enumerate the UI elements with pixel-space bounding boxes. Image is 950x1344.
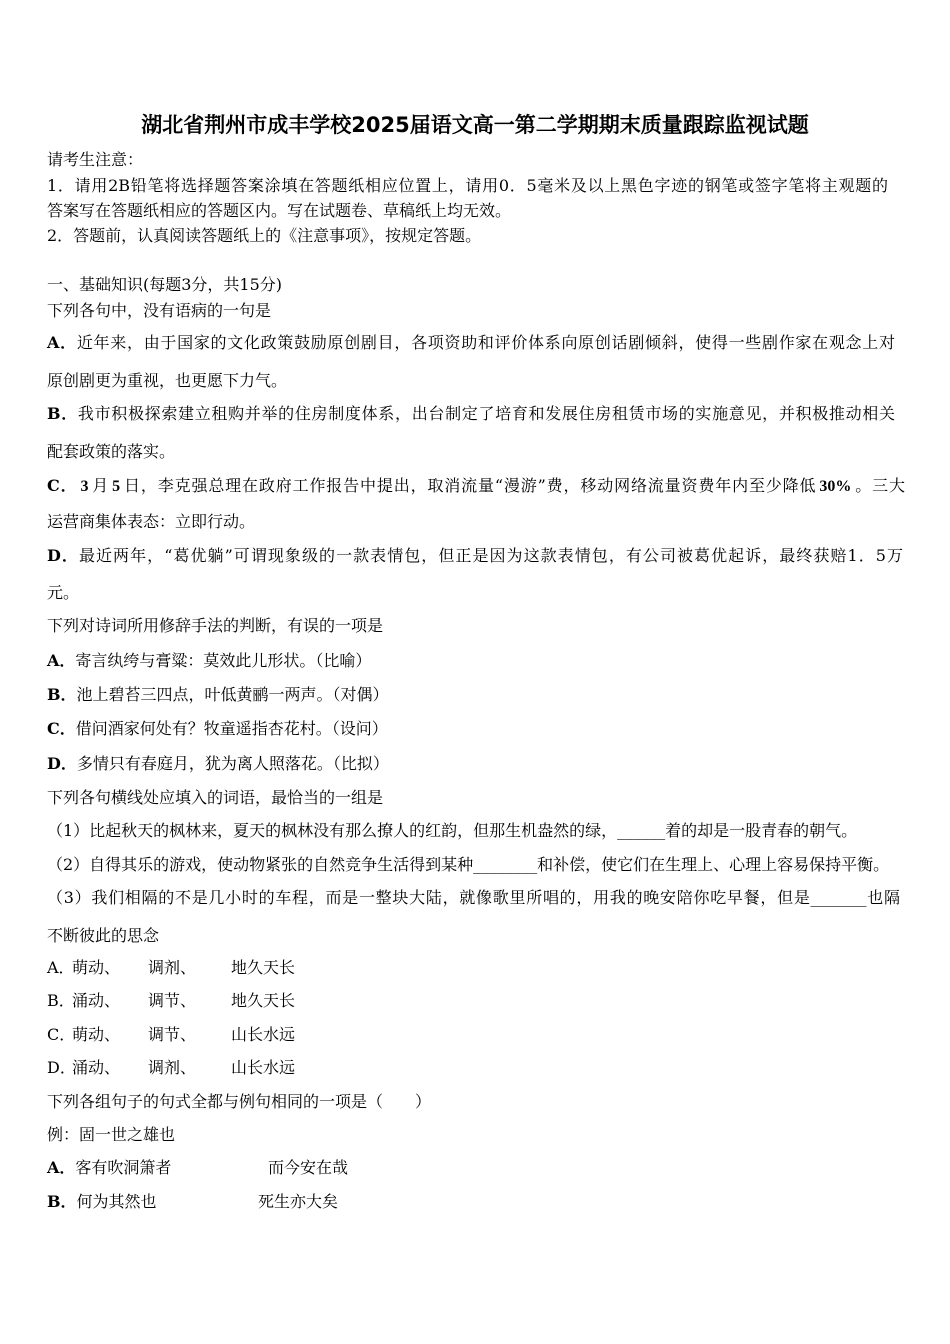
- q3-sentence-3-line-2: 不断彼此的思念: [47, 926, 160, 945]
- option-label: B．: [47, 991, 75, 1010]
- q1-option-b-line-2: 配套政策的落实。: [47, 442, 176, 461]
- option-text: 近年来，由于国家的文化政策鼓励原创剧目，各项资助和评价体系向原创话剧倾斜，使得一些剧作家在观念上对: [76, 333, 895, 352]
- notice-item-1-line-2: 答案写在答题纸相应的答题区内。写在试题卷、草稿纸上均无效。: [47, 201, 512, 220]
- q3-stem: 下列各句横线处应填入的词语，最恰当的一组是: [47, 788, 384, 807]
- option-word-2: 调剂、: [148, 1058, 197, 1077]
- option-number: 30%: [819, 478, 852, 495]
- option-text: 。三大: [854, 476, 905, 495]
- q1-stem: 下列各句中，没有语病的一句是: [47, 301, 272, 320]
- option-label: B．: [47, 685, 77, 704]
- option-text: 多情只有春庭月，犹为离人照落花。（比拟）: [76, 754, 389, 773]
- option-word-1: 涌动、: [72, 1058, 121, 1077]
- option-sentence-2: 死生亦大矣: [258, 1192, 339, 1211]
- option-word-3: 山长水远: [231, 1058, 296, 1077]
- option-number: 3: [80, 478, 89, 495]
- option-text: 寄言纨绔与膏粱：莫效此儿形状。（比喻）: [75, 651, 372, 670]
- option-label: B．: [47, 404, 78, 423]
- q1-option-b-line-1: [47, 404, 895, 424]
- option-text: 池上碧苔三四点，叶低黄鹂一两声。（对偶）: [76, 685, 389, 704]
- q3-sentence-2: （2）自得其乐的游戏，使动物紧张的自然竞争生活得到某种________和补偿，使它们在生理上、心理上容易保持平衡。: [47, 855, 890, 874]
- option-label: C．: [47, 1025, 76, 1044]
- q3-sentence-3-line-1: （3）我们相隔的不是几小时的车程，而是一整块大陆，就像歌里所唱的，用我的晚安陪你吃早餐，但是_______也隔: [47, 888, 900, 907]
- option-label: A．: [47, 1158, 76, 1177]
- option-label: D．: [47, 546, 79, 565]
- q1-option-d-line-1: [47, 546, 903, 566]
- option-word-2: 调剂、: [148, 958, 197, 977]
- option-word-2: 调节、: [148, 1025, 197, 1044]
- option-label: A．: [47, 958, 75, 977]
- option-word-3: 山长水远: [231, 1025, 296, 1044]
- q2-option-c: [47, 719, 388, 739]
- option-label: D．: [47, 1058, 76, 1077]
- option-label: A．: [47, 651, 76, 670]
- q4-option-a: [47, 1158, 447, 1178]
- q2-stem: 下列对诗词所用修辞手法的判断，有误的一项是: [47, 616, 384, 635]
- option-sentence-2: 而今安在哉: [268, 1158, 349, 1177]
- option-word-1: 萌动、: [72, 1025, 121, 1044]
- option-text: 月: [91, 476, 110, 495]
- notice-item-1-line-1: 1．请用2B铅笔将选择题答案涂填在答题纸相应位置上，请用0．5毫米及以上黑色字迹的钢笔或签字笔将主观题的: [47, 176, 888, 195]
- option-word-3: 地久天长: [231, 958, 296, 977]
- option-word-3: 地久天长: [231, 991, 296, 1010]
- option-number: 5: [112, 478, 121, 495]
- option-word-2: 调节、: [148, 991, 197, 1010]
- exam-title: 湖北省荆州市成丰学校2025届语文高一第二学期期末质量跟踪监视试题: [141, 113, 809, 137]
- notice-item-2: 2．答题前，认真阅读答题纸上的《注意事项》，按规定答题。: [47, 226, 482, 245]
- option-sentence-1: 何为其然也: [76, 1192, 157, 1211]
- option-word-1: 萌动、: [72, 958, 121, 977]
- option-text: 最近两年，“葛优躺”可谓现象级的一款表情包，但正是因为这款表情包，有公司被葛优起诉，最终获赔1．5万: [78, 546, 903, 565]
- q2-option-d: [47, 754, 389, 774]
- notice-heading: 请考生注意：: [47, 150, 144, 169]
- option-label: C．: [47, 476, 78, 495]
- option-sentence-1: 客有吹洞箫者: [75, 1158, 172, 1177]
- option-label: B．: [47, 1192, 77, 1211]
- q1-option-a-line-2: 原创剧更为重视，也更愿下力气。: [47, 371, 288, 390]
- q1-option-c-line-1: [47, 476, 905, 497]
- q1-option-d-line-2: 元。: [47, 583, 80, 602]
- q3-sentence-1: （1）比起秋天的枫林来，夏天的枫林没有那么撩人的红韵，但那生机盎然的绿，______着的却是一股青春的朝气。: [47, 821, 858, 840]
- option-label: A．: [47, 333, 77, 352]
- q1-option-c-line-2: 运营商集体表态：立即行动。: [47, 512, 256, 531]
- section-heading: 一、基础知识(每题3分，共15分): [47, 275, 283, 294]
- option-label: D．: [47, 754, 77, 773]
- option-word-1: 涌动、: [72, 991, 121, 1010]
- q1-option-a-line-1: [47, 333, 895, 353]
- q2-option-b: [47, 685, 389, 705]
- option-text: 日，李克强总理在政府工作报告中提出，取消流量“漫游”费，移动网络流量资费年内至少降低: [123, 476, 817, 495]
- q4-option-b: [47, 1192, 447, 1212]
- option-label: C．: [47, 719, 76, 738]
- q4-stem: 下列各组句子的句式全都与例句相同的一项是（ ）: [47, 1092, 432, 1111]
- q2-option-a: [47, 651, 371, 671]
- option-text: 我市积极探索建立租购并举的住房制度体系，出台制定了培育和发展住房租赁市场的实施意见，并积极推动相关: [77, 404, 895, 423]
- q4-example: 例：固一世之雄也: [47, 1125, 176, 1144]
- option-text: 借问酒家何处有？牧童遥指杏花村。（设问）: [75, 719, 388, 738]
